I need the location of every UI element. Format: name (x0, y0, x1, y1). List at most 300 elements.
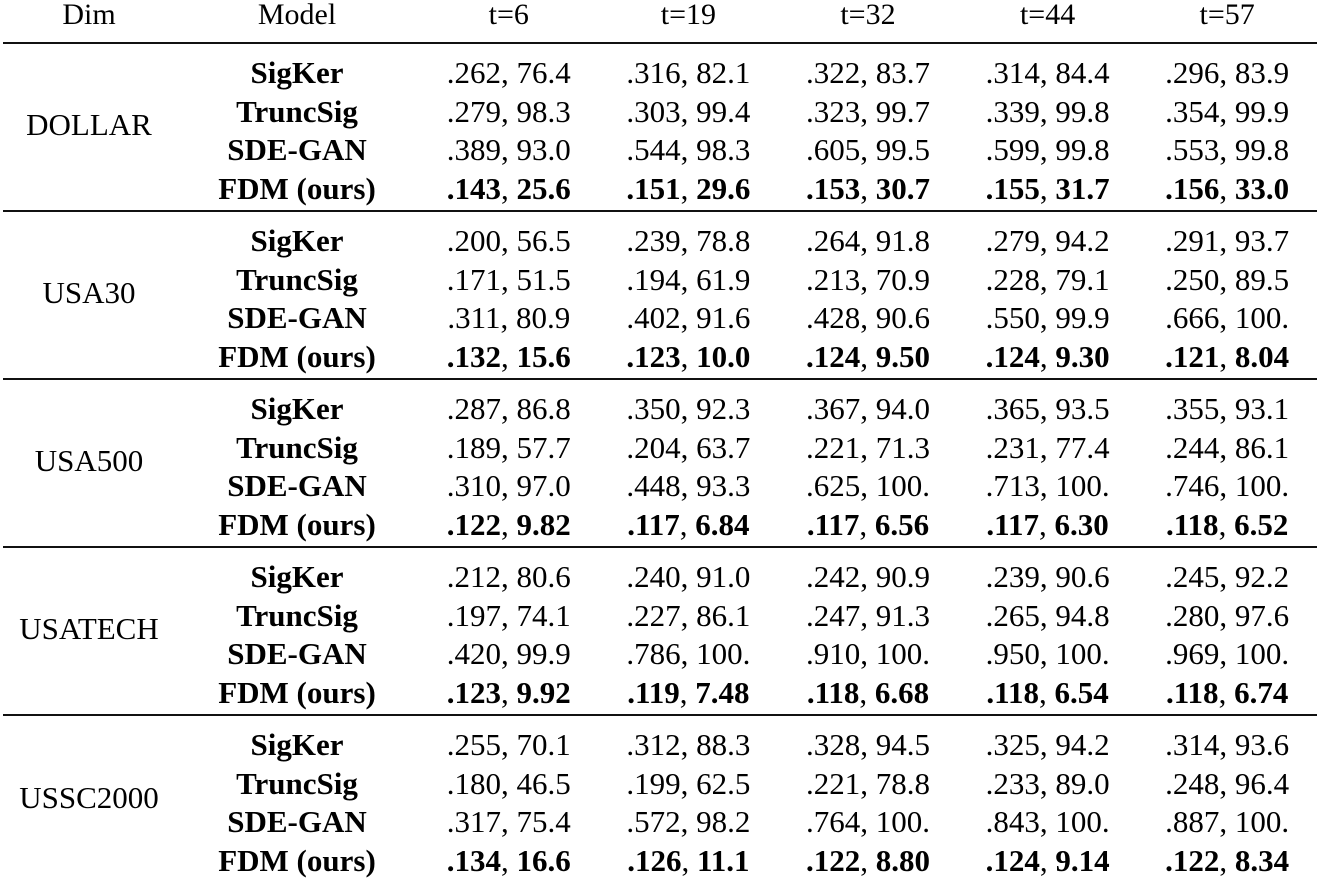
metric-a: .123 (446, 674, 502, 710)
model-name: SigKer (250, 391, 344, 427)
separator: , (680, 727, 697, 763)
metric-b: 8.34 (1234, 842, 1290, 878)
separator: , (1219, 842, 1235, 878)
model-name: SigKer (250, 223, 344, 259)
metric-b: 93.1 (1234, 391, 1290, 427)
table-group-usa500 (3, 380, 1317, 548)
metric-b: 100. (1055, 804, 1110, 840)
metric-a: .316 (626, 55, 681, 91)
model-name: FDM (ours) (218, 338, 376, 374)
metric-b: 97.0 (516, 468, 571, 504)
separator: , (501, 93, 517, 129)
metric-b: 99.5 (875, 132, 930, 168)
metric-b: 99.9 (1055, 300, 1110, 336)
metric-a: .764 (805, 804, 861, 840)
value-cell (778, 559, 958, 595)
metric-b: 92.2 (1234, 559, 1290, 595)
metric-a: .550 (985, 300, 1040, 336)
metric-b: 78.8 (875, 765, 930, 801)
value-cell (419, 507, 599, 543)
metric-b: 7.48 (695, 674, 750, 710)
metric-b: 100. (875, 468, 930, 504)
metric-a: .314 (1165, 727, 1220, 763)
dim-label: USA500 (34, 443, 144, 478)
metric-b: 6.74 (1234, 674, 1289, 710)
separator: , (680, 765, 697, 801)
value-cell (958, 598, 1138, 634)
value-cell (958, 675, 1138, 711)
model-name: SDE-GAN (227, 300, 367, 336)
separator: , (1039, 391, 1056, 427)
table-row (175, 131, 1317, 170)
separator: , (1219, 261, 1235, 297)
value-cell (419, 804, 599, 840)
value-cell (419, 468, 599, 504)
separator: , (1219, 765, 1235, 801)
metric-a: .250 (1165, 261, 1220, 297)
value-cell (778, 55, 958, 91)
dim-label: USSC2000 (19, 780, 159, 815)
metric-a: .242 (805, 559, 861, 595)
metric-a: .244 (1165, 429, 1220, 465)
group-rows (175, 548, 1317, 714)
metric-b: 100. (875, 636, 930, 672)
table-group-dollar (3, 44, 1317, 212)
separator: , (501, 559, 517, 595)
metric-b: 75.4 (516, 804, 571, 840)
metric-a: .204 (626, 429, 681, 465)
metric-b: 100. (1055, 468, 1110, 504)
value-cell (419, 391, 599, 427)
value-cell (599, 727, 779, 763)
metric-a: .117 (986, 506, 1039, 542)
value-cell (958, 132, 1138, 168)
metric-b: 25.6 (516, 170, 571, 206)
value-cell (599, 55, 779, 91)
value-cell (1137, 430, 1317, 466)
metric-b: 9.30 (1055, 338, 1110, 374)
metric-b: 100. (1055, 636, 1110, 672)
metric-a: .122 (805, 842, 861, 878)
separator: , (860, 338, 876, 374)
separator: , (860, 727, 876, 763)
metric-b: 9.92 (516, 674, 571, 710)
metric-a: .134 (446, 842, 502, 878)
table-group-usa30 (3, 212, 1317, 380)
model-name: SigKer (250, 559, 344, 595)
dim-label: USATECH (19, 611, 159, 646)
value-cell (419, 636, 599, 672)
group-rows (175, 380, 1317, 546)
metric-a: .117 (806, 506, 860, 542)
value-cell (778, 94, 958, 130)
value-cell (1137, 223, 1317, 259)
table-row (175, 726, 1317, 765)
value-cell (419, 55, 599, 91)
metric-b: 94.2 (1055, 223, 1110, 259)
metric-a: .240 (626, 559, 681, 595)
metric-a: .264 (805, 223, 861, 259)
metric-b: 70.1 (516, 727, 571, 763)
separator: , (501, 261, 517, 297)
metric-b: 91.8 (875, 223, 930, 259)
metric-a: .122 (1165, 842, 1220, 878)
metric-b: 98.3 (696, 132, 751, 168)
separator: , (1218, 674, 1235, 710)
model-name: FDM (ours) (218, 170, 376, 206)
value-cell (958, 559, 1138, 595)
separator: , (860, 93, 876, 129)
separator: , (860, 559, 876, 595)
metric-b: 93.3 (696, 468, 751, 504)
separator: , (501, 842, 517, 878)
metric-a: .354 (1165, 93, 1220, 129)
separator: , (1219, 636, 1235, 672)
metric-a: .118 (1166, 506, 1219, 542)
metric-b: 90.6 (1055, 559, 1110, 595)
separator: , (860, 261, 876, 297)
value-cell (778, 507, 958, 543)
separator: , (1219, 132, 1235, 168)
metric-a: .233 (985, 765, 1040, 801)
separator: , (680, 391, 697, 427)
separator: , (1039, 223, 1056, 259)
value-cell (958, 94, 1138, 130)
table-body (3, 44, 1317, 884)
value-cell (599, 675, 779, 711)
value-cell (419, 171, 599, 207)
metric-b: 6.84 (695, 506, 750, 542)
metric-b: 9.14 (1055, 842, 1110, 878)
table-row (175, 429, 1317, 468)
metric-a: .255 (446, 727, 502, 763)
value-cell (1137, 339, 1317, 375)
metric-a: .248 (1165, 765, 1220, 801)
table-row (175, 674, 1317, 713)
separator: , (860, 468, 876, 504)
metric-b: 86.1 (1234, 429, 1290, 465)
metric-a: .180 (446, 765, 502, 801)
value-cell (599, 559, 779, 595)
header-t32: t=32 (840, 0, 896, 31)
separator: , (1219, 391, 1235, 427)
value-cell (419, 262, 599, 298)
value-cell (599, 843, 779, 879)
separator: , (680, 636, 697, 672)
metric-b: 79.1 (1055, 261, 1110, 297)
separator: , (680, 597, 697, 633)
metric-a: .365 (985, 391, 1040, 427)
metric-b: 31.7 (1055, 170, 1110, 206)
separator: , (501, 170, 517, 206)
metric-a: .117 (627, 506, 680, 542)
value-cell (1137, 636, 1317, 672)
metric-a: .339 (985, 93, 1040, 129)
metric-a: .228 (985, 261, 1040, 297)
metric-b: 80.9 (515, 300, 571, 336)
metric-a: .325 (985, 727, 1040, 763)
separator: , (680, 132, 697, 168)
separator: , (680, 429, 697, 465)
value-cell (778, 804, 958, 840)
separator: , (1039, 338, 1056, 374)
metric-b: 29.6 (696, 170, 751, 206)
value-cell (599, 804, 779, 840)
table-row (175, 299, 1317, 338)
header-t44: t=44 (1019, 0, 1076, 31)
header-t57: t=57 (1199, 0, 1255, 31)
value-cell (958, 804, 1138, 840)
table-header-row (3, 0, 1317, 44)
metric-a: .544 (626, 132, 681, 168)
separator: , (1039, 765, 1056, 801)
metric-b: 99.8 (1055, 93, 1110, 129)
metric-a: .553 (1165, 132, 1220, 168)
metric-b: 57.7 (516, 429, 571, 465)
separator: , (860, 636, 876, 672)
separator: , (1039, 727, 1056, 763)
value-cell (778, 339, 958, 375)
value-cell (1137, 727, 1317, 763)
separator: , (1219, 468, 1235, 504)
separator: , (860, 765, 876, 801)
metric-a: .367 (805, 391, 861, 427)
table-group-usatech (3, 548, 1317, 716)
metric-b: 91.0 (696, 559, 751, 595)
metric-b: 56.5 (516, 223, 571, 259)
metric-a: .311 (447, 300, 501, 336)
value-cell (958, 766, 1138, 802)
separator: , (501, 636, 517, 672)
table-row (175, 467, 1317, 506)
metric-b: 94.0 (875, 391, 930, 427)
dim-label: USA30 (42, 275, 136, 310)
table-row (175, 93, 1317, 132)
value-cell (419, 339, 599, 375)
metric-a: .212 (446, 559, 502, 595)
value-cell (1137, 598, 1317, 634)
value-cell (778, 727, 958, 763)
value-cell (958, 262, 1138, 298)
metric-b: 94.5 (875, 727, 930, 763)
metric-a: .155 (985, 170, 1040, 206)
value-cell (1137, 391, 1317, 427)
table-row (175, 765, 1317, 804)
metric-a: .746 (1165, 468, 1220, 504)
value-cell (778, 391, 958, 427)
metric-b: 80.6 (516, 559, 571, 595)
separator: , (1039, 842, 1056, 878)
metric-b: 93.7 (1234, 223, 1290, 259)
separator: , (1219, 597, 1235, 633)
metric-b: 61.9 (696, 261, 751, 297)
metric-a: .200 (446, 223, 502, 259)
metric-b: 96.4 (1234, 765, 1290, 801)
metric-a: .969 (1165, 636, 1220, 672)
metric-b: 63.7 (696, 429, 751, 465)
value-cell (419, 675, 599, 711)
separator: , (860, 170, 876, 206)
model-name: TruncSig (236, 597, 358, 633)
value-cell (599, 262, 779, 298)
separator: , (680, 170, 697, 206)
metric-a: .118 (806, 674, 860, 710)
separator: , (501, 804, 517, 840)
value-cell (599, 636, 779, 672)
value-cell (599, 430, 779, 466)
separator: , (860, 391, 876, 427)
metric-b: 100. (1234, 300, 1290, 336)
separator: , (860, 300, 876, 336)
metric-b: 100. (1234, 804, 1290, 840)
metric-a: .280 (1165, 597, 1220, 633)
metric-a: .572 (626, 804, 681, 840)
metric-b: 6.68 (874, 674, 930, 710)
separator: , (501, 765, 517, 801)
value-cell (419, 559, 599, 595)
metric-a: .328 (805, 727, 861, 763)
value-cell (1137, 766, 1317, 802)
table-row (175, 803, 1317, 842)
separator: , (1038, 506, 1055, 542)
value-cell (1137, 171, 1317, 207)
metric-b: 6.52 (1234, 506, 1289, 542)
metric-a: .143 (446, 170, 502, 206)
metric-a: .124 (805, 338, 861, 374)
model-name: TruncSig (236, 765, 358, 801)
separator: , (1219, 727, 1235, 763)
value-cell (599, 300, 779, 336)
metric-b: 8.80 (875, 842, 930, 878)
metric-b: 15.6 (516, 338, 571, 374)
metric-b: 6.54 (1054, 674, 1109, 710)
value-cell (778, 766, 958, 802)
metric-a: .221 (805, 429, 861, 465)
metric-a: .247 (805, 597, 861, 633)
header-dim: Dim (62, 0, 116, 31)
dim-label: DOLLAR (26, 107, 152, 142)
metric-a: .605 (805, 132, 861, 168)
metric-a: .239 (985, 559, 1040, 595)
metric-a: .389 (446, 132, 502, 168)
separator: , (680, 468, 697, 504)
header-model: Model (257, 0, 337, 31)
metric-a: .314 (985, 55, 1040, 91)
separator: , (860, 804, 876, 840)
model-name: TruncSig (236, 93, 358, 129)
metric-a: .322 (805, 55, 861, 91)
separator: , (501, 597, 517, 633)
metric-a: .118 (986, 674, 1039, 710)
value-cell (958, 171, 1138, 207)
value-cell (778, 262, 958, 298)
metric-a: .197 (446, 597, 502, 633)
metric-a: .126 (627, 842, 682, 878)
separator: , (1219, 338, 1235, 374)
metric-b: 100. (875, 804, 930, 840)
group-rows (175, 44, 1317, 210)
metric-b: 91.6 (696, 300, 751, 336)
separator: , (860, 132, 876, 168)
metric-a: .887 (1165, 804, 1220, 840)
value-cell (1137, 675, 1317, 711)
separator: , (860, 429, 876, 465)
value-cell (1137, 300, 1317, 336)
metric-b: 93.6 (1234, 727, 1290, 763)
metric-a: .303 (626, 93, 681, 129)
metric-b: 99.7 (875, 93, 930, 129)
value-cell (599, 171, 779, 207)
table-row (175, 597, 1317, 636)
value-cell (778, 223, 958, 259)
metric-a: .122 (446, 506, 502, 542)
separator: , (860, 597, 876, 633)
metric-a: .239 (626, 223, 681, 259)
separator: , (1039, 261, 1056, 297)
table-row (175, 842, 1317, 881)
table-row (175, 338, 1317, 377)
metric-a: .666 (1165, 300, 1220, 336)
value-cell (1137, 843, 1317, 879)
table-row (175, 635, 1317, 674)
metric-b: 94.2 (1055, 727, 1110, 763)
metric-a: .199 (626, 765, 681, 801)
metric-b: 100. (696, 636, 751, 672)
metric-a: .156 (1165, 170, 1220, 206)
separator: , (679, 506, 696, 542)
table-row (175, 261, 1317, 300)
separator: , (501, 727, 517, 763)
metric-b: 9.82 (516, 506, 571, 542)
separator: , (1219, 55, 1235, 91)
metric-a: .189 (446, 429, 502, 465)
separator: , (680, 338, 697, 374)
metric-a: .118 (1166, 674, 1219, 710)
metric-b: 99.9 (1234, 93, 1290, 129)
metric-b: 83.7 (875, 55, 930, 91)
separator: , (680, 55, 697, 91)
metric-a: .599 (985, 132, 1040, 168)
metric-a: .279 (985, 223, 1040, 259)
value-cell (778, 468, 958, 504)
separator: , (1218, 506, 1235, 542)
header-t6: t=6 (488, 0, 529, 31)
metric-b: 86.8 (516, 391, 571, 427)
value-cell (958, 339, 1138, 375)
metric-a: .124 (985, 842, 1040, 878)
separator: , (680, 559, 697, 595)
model-name: SDE-GAN (227, 468, 367, 504)
metric-b: 91.3 (875, 597, 930, 633)
model-name: TruncSig (236, 261, 358, 297)
metric-b: 62.5 (696, 765, 751, 801)
separator: , (859, 674, 875, 710)
metric-a: .402 (626, 300, 681, 336)
metric-b: 99.9 (516, 636, 571, 672)
separator: , (1038, 674, 1055, 710)
metric-b: 82.1 (696, 55, 751, 91)
metric-b: 8.04 (1234, 338, 1290, 374)
separator: , (501, 55, 517, 91)
model-name: SigKer (250, 727, 344, 763)
metric-b: 88.3 (696, 727, 751, 763)
metric-a: .262 (446, 55, 502, 91)
separator: , (681, 842, 697, 878)
metric-a: .132 (446, 338, 502, 374)
value-cell (599, 507, 779, 543)
separator: , (1219, 429, 1235, 465)
metric-b: 97.6 (1234, 597, 1290, 633)
